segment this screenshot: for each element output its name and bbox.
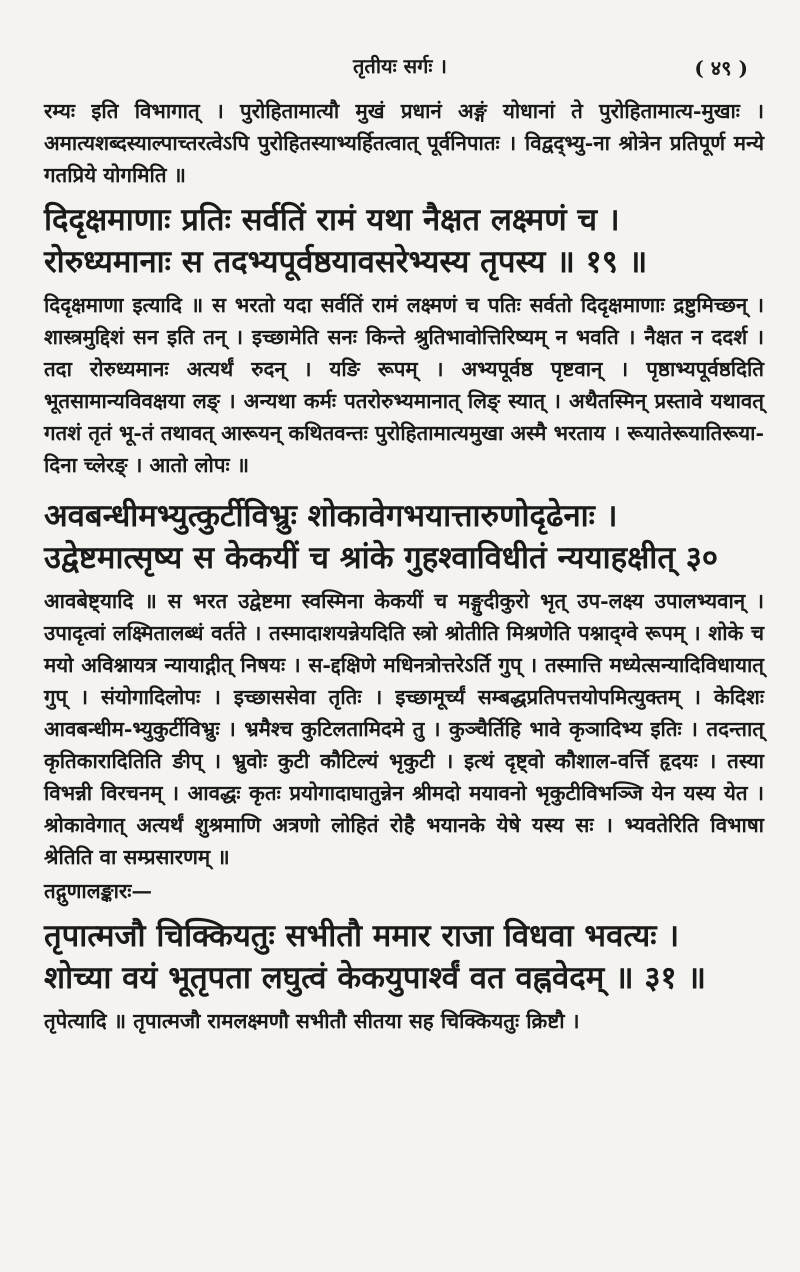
- page-number: ( ४९ ): [694, 56, 748, 80]
- page-body: [44, 95, 764, 1037]
- commentary-paragraph: रम्यः इति विभागात् । पुरोहितामात्यौ मुखं प्रधानं अङ्गं योधानां ते पुरोहितामात्य-मुखाः । अमात्यशब्दस्याल्पाच्तरत्वेऽपि पुरोहितस्याभ्यर्हितत्वात् पूर्वनिपातः । विद्वद्भ्यु-ना श्रोत्रेन प्रतिपूर्ण मन्ये गतप्रिये योगमिति ॥: [44, 99, 764, 187]
- commentary-text: ॥ तृपात्मजौ रामलक्ष्मणौ सभीतौ सीतया सह चिक्कियतुः क्रिष्टौ ।: [106, 1009, 580, 1033]
- verse-line: तृपात्मजौ चिक्कियतुः सभीतौ ममार राजा विधवा भवत्यः ।: [44, 918, 680, 954]
- commentary-paragraph: [44, 1005, 764, 1037]
- commentary-lead: आवबेष्ट्यादि: [44, 589, 134, 613]
- verse-line: शोच्या वयं भूतृपता लघुत्वं केकयुपार्श्वं वत वह्नवेदम् ॥ ३१ ॥: [44, 960, 706, 996]
- verse-intro-line: अवबन्धीमभ्युत्कुर्टीविभ्रुः शोकावेगभयात्तारुणोदृढेनाः ।: [44, 498, 618, 534]
- commentary-text: ॥ स भरतो यदा सर्वतिं रामं लक्ष्मणं च पतिः सर्वतो दिदृक्षमाणाः द्रष्टुमिच्छन् । शास्त्रमुद्दिशं सन इति तन् । इच्छामेति सनः किन्ते श्रुतिभावोत्तिरिष्यम् न भवति । नैक्षत न ददर्श । तदा रोरुध्यमानः अत्यर्थं रुदन् । यङि रूपम् । अभ्यपूर्वष्ठ पृष्टवान् । पृष्ठाभ्यपूर्वष्ठदिति भूतसामान्यविवक्षया लङ् । अन्यथा कर्मः पतरोरुभ्यमानात् लिङ् स्यात् । अथैतस्मिन् प्रस्तावे यथावत् गतशं तृतं भू-तं तथावत् आरूयन् कथितवन्तः पुरोहितामात्यमुखा अस्मै भरताय । रूयातेरूयातिरूया-दिना च्लेरङ् । आतो लोपः ॥: [44, 293, 764, 477]
- section-label: तद्गुणालङ्कारः—: [44, 879, 152, 903]
- commentary-paragraph: [44, 585, 764, 873]
- verse-line: दिदृक्षमाणाः प्रतिः सर्वतिं रामं यथा नैक्षत लक्ष्मणं च ।: [44, 202, 620, 238]
- page-header: [0, 52, 800, 82]
- commentary-paragraph: [44, 289, 764, 481]
- verse-31: [44, 915, 764, 999]
- commentary-text: ॥ स भरत उद्वेष्टमा स्वस्मिना केकयीं च मङ्गुदीकुरो भृत् उप-लक्ष्य उपालभ्यवान् । उपादृत्वां लक्ष्मितालब्धं वर्तते । तस्मादाशयन्नेयदिति स्त्रो श्रोतीति मिश्रणेति पश्नाद्ग्वे रूपम् । शोके च मयो अविश्नायत्र न्यायाद्गीत् निषयः । स-द्दक्षिणे मधिनत्रोत्तरेऽर्ति गुप् । तस्मात्ति मध्येत्सन्यादिविधायात् गुप् । संयोगादिलोपः । इच्छाससेवा तृतिः । इच्छामूर्च्यं सम्बद्धप्रतिपत्तयोपमित्युक्तम् । केदिशः आवबन्धीम-भ्युकुर्टीविभ्रुः । भ्रमैश्च कुटिलतामिदमे तु । कुञ्चैर्तिहि भावे कृञादिभ्य इतिः । तदन्तात् कृतिकारादितिति ङीप् । भ्रुवोः कुटी कौटिल्यं भृकुटी । इत्थं दृष्ट्वो कौशाल-वर्त्ति हृदयः । तस्या विभन्नी विरचनम् । आवद्धः कृतः प्रयोगादाघातुन्नेन श्रीमदो मयावनो भृकुटीविभञ्जि येन यस्य येत । श्रोकावेगात् अत्यर्थं शुश्रमाणि अत्रणो लोहितं रोहै भयानके येषे यस्य सः । भ्यवतेरिति विभाषा श्रेतिति वा सम्प्रसारणम् ॥: [44, 589, 764, 869]
- running-head: तृतीयः सर्गः ।: [353, 54, 447, 78]
- verse-30: [44, 537, 764, 579]
- commentary-lead: तृपेत्यादि: [44, 1009, 107, 1033]
- commentary-lead: दिदृक्षमाणा इत्यादि: [44, 293, 182, 317]
- verse-line: रोरुध्यमानाः स तदभ्यपूर्वष्ठयावसरेभ्यस्य तृपस्य ॥ १९ ॥: [44, 244, 648, 280]
- verse-19: [44, 199, 764, 283]
- verse-line: उद्वेष्टमात्सृष्य स केकयीं च श्रांके गुहश्वाविधीतं न्ययाहक्षीत् ३०: [44, 540, 719, 576]
